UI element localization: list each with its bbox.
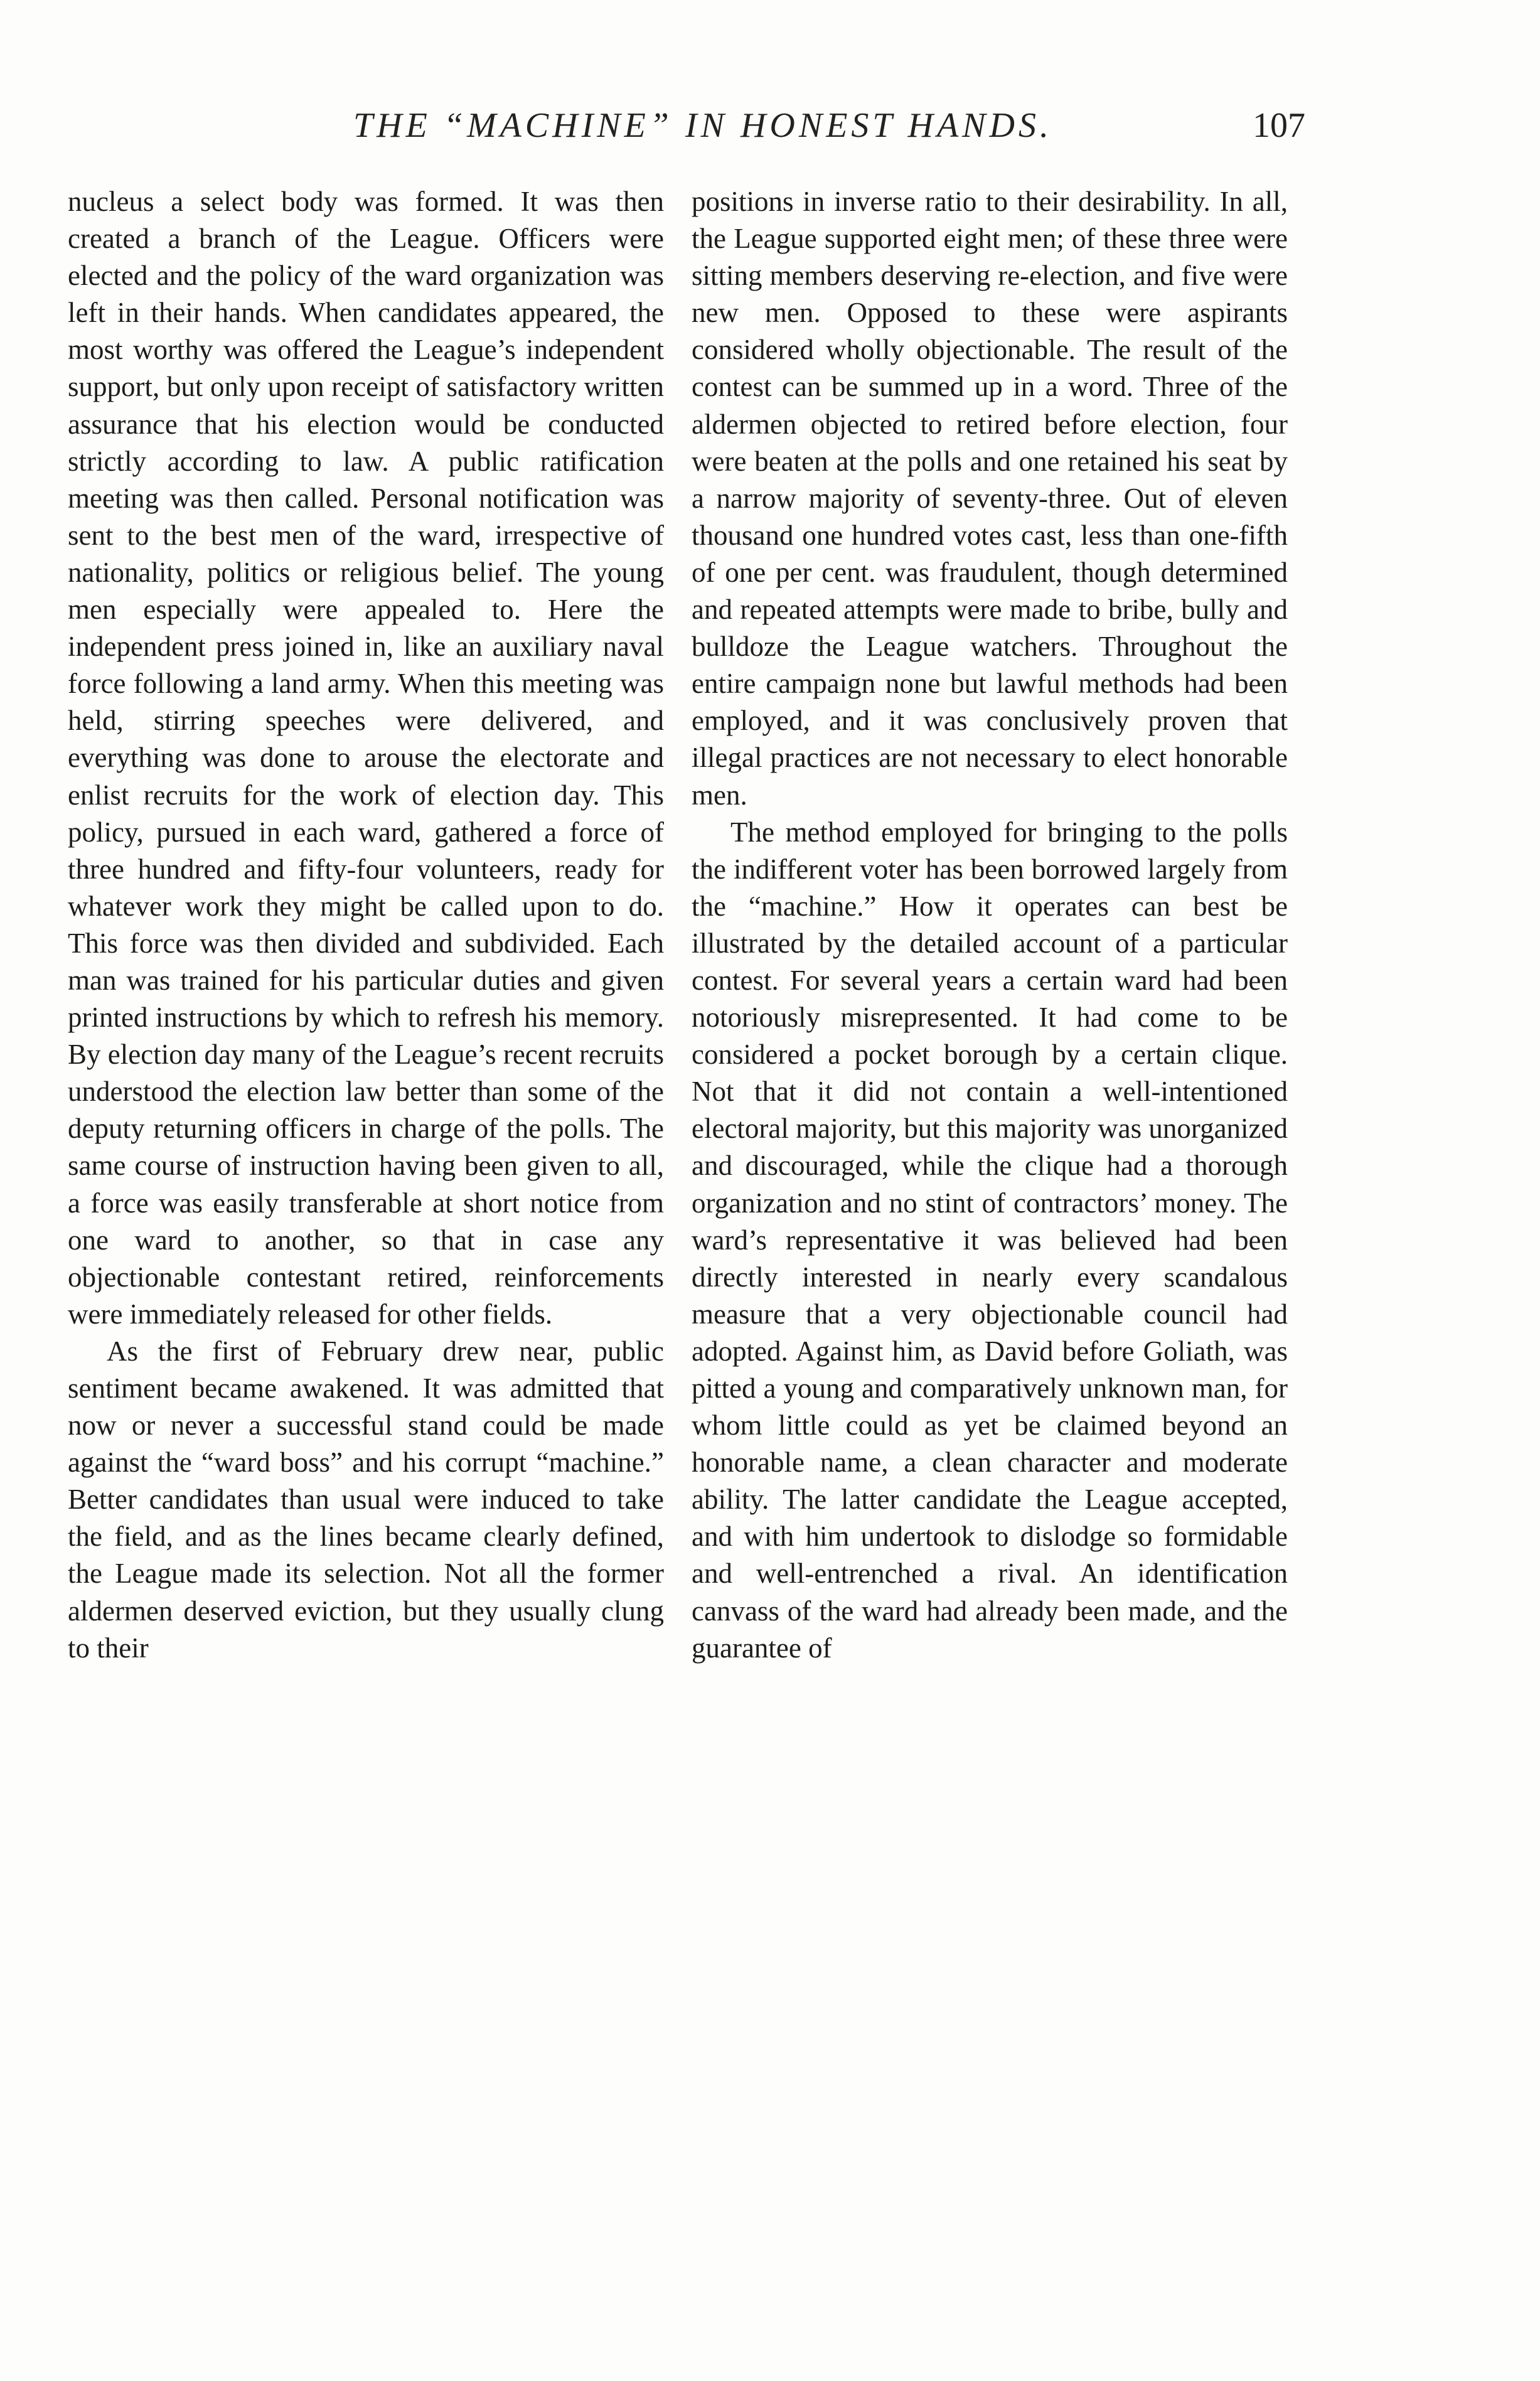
paragraph: As the first of February drew near, public sentiment became awakened. It was admitted that now or never a successful stand could be made against the “ward boss” and his corrupt “machine.” Better candidates than usual were induced to take the field, and as the lines became clearly defined, the League made its selection. Not all the former aldermen deserved eviction, but they usually clung to their	[68, 1335, 664, 1664]
paragraph: nucleus a select body was formed. It was then created a branch of the League. Officers were elected and the policy of the ward organization was left in their hands. When candidates appeared, the most worthy was offered the League’s independent support, but only upon receipt of satisfactory written assurance that his election would be conducted strictly according to law. A public ratification meeting was then called. Personal notification was sent to the best men of the ward, irrespective of nationality, politics or religious belief. The young men especially were appealed to. Here the independent press joined in, like an auxiliary naval force following a land army. When this meeting was held, stirring speeches were delivered, and everything was done to arouse the electorate and enlist recruits for the work of election day. This policy, pursued in each ward, gathered a force of three hundred and fifty-four volunteers, ready for whatever work they might be called upon to do. This force was then divided and subdivided. Each man was trained for his particular duties and given printed instructions by which to refresh his memory. By election day many of the League’s recent recruits understood the election law better than some of the deputy returning officers in charge of the polls. The same course of instruction having been given to all, a force was easily transferable at short notice from one ward to another, so that in case any objectionable contestant retired, reinforcements were immediately released for other fields.	[68, 186, 664, 1330]
page-number: 107	[1253, 106, 1305, 145]
paragraph: The method employed for bringing to the polls the indifferent voter has been borrowed largely from the “machine.” How it operates can best be illustrated by the detailed account of a particular contest. For several years a certain ward had been notoriously misrepresented. It had come to be considered a pocket borough by a certain clique. Not that it did not contain a well-intentioned electoral majority, but this majority was unorganized and discouraged, while the clique had a thorough organization and no stint of contractors’ money. The ward’s representative it was believed had been directly interested in nearly every scandalous measure that a very objectionable council had adopted. Against him, as David before Goliath, was pitted a young and comparatively unknown man, for whom little could as yet be claimed beyond an honorable name, a clean character and moderate ability. The latter candidate the League accepted, and with him undertook to dislodge so formidable and well-entrenched a rival. An identification canvass of the ward had already been made, and the guarantee of	[692, 816, 1288, 1664]
left-column	[68, 183, 664, 1667]
right-column	[692, 183, 1288, 1667]
paragraph: positions in inverse ratio to their desirability. In all, the League supported eight men; of these three were sitting members deserving re-election, and five were new men. Opposed to these were aspirants considered wholly objectionable. The result of the contest can be summed up in a word. Three of the aldermen objected to retired before election, four were beaten at the polls and one retained his seat by a narrow majority of seventy-three. Out of eleven thousand one hundred votes cast, less than one-fifth of one per cent. was fraudulent, though determined and repeated attempts were made to bribe, bully and bulldoze the League watchers. Throughout the entire campaign none but lawful methods had been employed, and it was conclusively proven that illegal practices are not necessary to elect honorable men.	[692, 186, 1288, 811]
running-title: THE “MACHINE” IN HONEST HANDS.	[353, 106, 1052, 145]
